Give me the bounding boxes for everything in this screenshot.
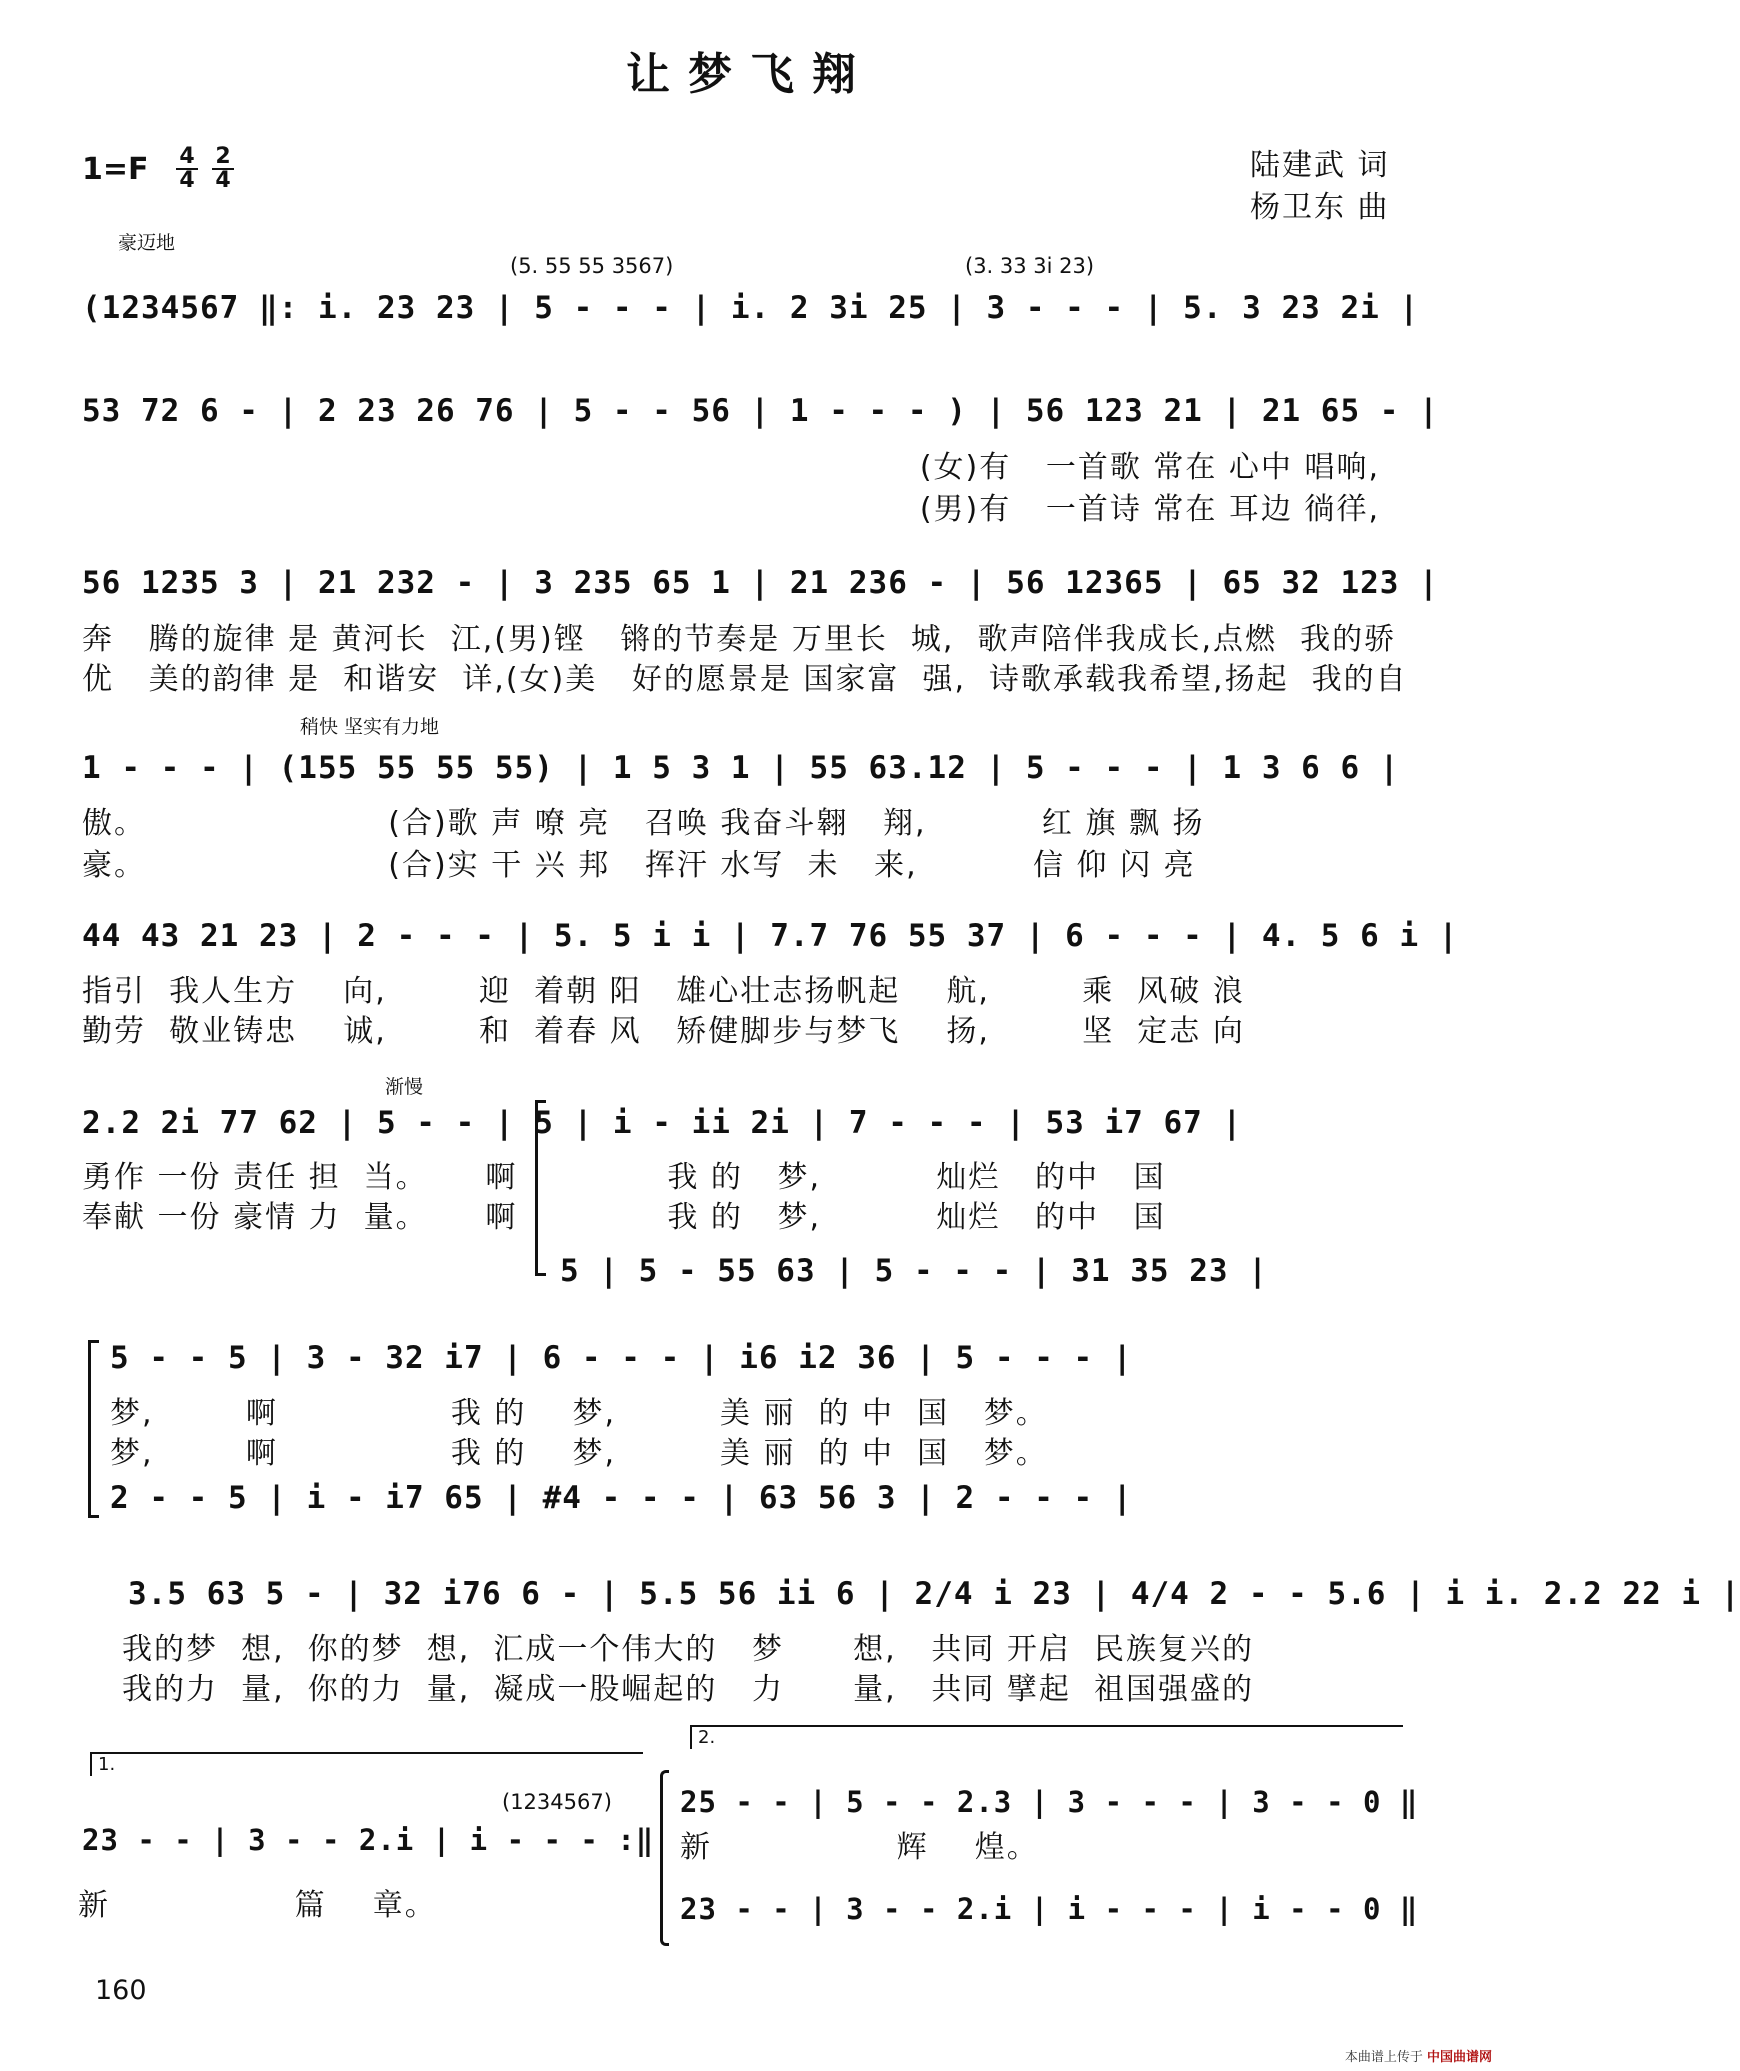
part-bracket-3 <box>660 1770 669 1946</box>
lyric-first-ending: 新 篇 章。 <box>78 1888 437 1923</box>
time-signature-2-4: 2 4 <box>212 146 234 192</box>
cue-notes-1: (5. 55 55 3567) <box>510 254 674 278</box>
site-watermark: 本曲谱上传于 中国曲谱网 <box>1344 2050 1492 2065</box>
composer-credit: 杨卫东 曲 <box>1250 190 1390 225</box>
music-line-second-ending-bottom: 23 - - | 3 - - 2.i | i - - - | i - - 0 ‖ <box>680 1892 1419 1926</box>
song-title: 让梦飞翔 <box>626 49 874 100</box>
lyricist-credit: 陆建武 词 <box>1250 148 1390 183</box>
music-line-second-ending-top: 25 - - | 5 - - 2.3 | 3 - - - | 3 - - 0 ‖ <box>680 1785 1419 1819</box>
tempo-marking-intro: 豪迈地 <box>118 232 176 254</box>
music-line-5: 44 43 21 23 | 2 - - - | 5. 5 i i | 7.7 76 55 37 | 6 - - - | 4. 5 6 i | <box>82 918 1459 954</box>
key-signature: 1=F <box>82 152 149 187</box>
music-line-6-lower-voice: 5 | 5 - 55 63 | 5 - - - | 31 35 23 | <box>560 1253 1268 1289</box>
music-line-first-ending: 23 - - | 3 - - 2.i | i - - - :‖ <box>82 1823 655 1857</box>
page-number: 160 <box>95 1975 147 2006</box>
lyric-verse1-line-2: 奔 腾的旋律 是 黄河长 江,(男)铿 锵的节奏是 万里长 城, 歌声陪伴我成长,点燃 我的骄 <box>82 622 1397 657</box>
lyric-verse1-line-7: 我的梦 想, 你的梦 想, 汇成一个伟大的 梦 想, 共同 开启 民族复兴的 <box>122 1632 1254 1667</box>
music-line-1: (1234567 ‖: i. 23 23 | 5 - - - | i. 2 3i 25 | 3 - - - | 5. 3 23 2i | <box>82 290 1420 326</box>
music-line-3: 56 1235 3 | 21 232 - | 3 235 65 1 | 21 236 - | 56 12365 | 65 32 123 | <box>82 565 1439 601</box>
cue-notes-ending: (1234567) <box>502 1790 612 1814</box>
music-line-7: 5 - - 5 | 3 - 32 i7 | 6 - - - | i6 i2 36 | 5 - - - | <box>110 1340 1133 1376</box>
tempo-marking-faster: 稍快 坚实有力地 <box>300 716 440 738</box>
tempo-marking-slower: 渐慢 <box>385 1076 424 1098</box>
volta-first-ending: 1. <box>90 1752 643 1776</box>
lyric-verse1-line-5: 勇作 一份 责任 担 当。 啊 我 的 梦, 灿烂 的中 国 <box>82 1160 1166 1195</box>
lyric-verse1-line-3: 傲。 (合)歌 声 嘹 亮 召唤 我奋斗翱 翔, 红 旗 飘 扬 <box>82 806 1205 841</box>
music-line-7-lower-voice: 2 - - 5 | i - i7 65 | #4 - - - | 63 56 3 | 2 - - - | <box>110 1480 1133 1516</box>
lyric-verse1-line-1: (女)有 一首歌 常在 心中 唱响, <box>919 450 1380 485</box>
lyric-verse2-line-7: 我的力 量, 你的力 量, 凝成一股崛起的 力 量, 共同 擘起 祖国强盛的 <box>122 1672 1254 1707</box>
music-line-4: 1 - - - | (155 55 55 55) | 1 5 3 1 | 55 63.12 | 5 - - - | 1 3 6 6 | <box>82 750 1400 786</box>
cue-notes-2: (3. 33 3i 23) <box>965 254 1095 278</box>
lyric-verse2-line-4: 勤劳 敬业铸忠 诚, 和 着春 风 矫健脚步与梦飞 扬, 坚 定志 向 <box>82 1014 1245 1049</box>
lyric-verse2-line-5: 奉献 一份 豪情 力 量。 啊 我 的 梦, 灿烂 的中 国 <box>82 1200 1166 1235</box>
lyric-second-ending: 新 辉 煌。 <box>680 1830 1039 1865</box>
lyric-verse2-line-3: 豪。 (合)实 干 兴 邦 挥汗 水写 未 来, 信 仰 闪 亮 <box>82 848 1196 883</box>
music-line-6: 2.2 2i 77 62 | 5 - - | 5 | i - ii 2i | 7 - - - | 53 i7 67 | <box>82 1105 1243 1141</box>
lyric-verse2-line-6: 梦, 啊 我 的 梦, 美 丽 的 中 国 梦。 <box>110 1436 1048 1471</box>
lyric-verse2-line-1: (男)有 一首诗 常在 耳边 徜徉, <box>919 492 1380 527</box>
music-line-8: 3.5 63 5 - | 32 i76 6 - | 5.5 56 ii 6 | 2/4 i 23 | 4/4 2 - - 5.6 | i i. 2.2 22 i | <box>128 1576 1740 1612</box>
lyric-verse1-line-4: 指引 我人生方 向, 迎 着朝 阳 雄心壮志扬帆起 航, 乘 风破 浪 <box>82 974 1245 1009</box>
lyric-verse2-line-2: 优 美的韵律 是 和谐安 详,(女)美 好的愿景是 国家富 强, 诗歌承载我希望,扬起 我的自 <box>82 662 1408 697</box>
part-bracket-2 <box>88 1340 99 1518</box>
volta-second-ending: 2. <box>690 1725 1403 1749</box>
lyric-verse1-line-6: 梦, 啊 我 的 梦, 美 丽 的 中 国 梦。 <box>110 1396 1048 1431</box>
music-line-2: 53 72 6 - | 2 23 26 76 | 5 - - 56 | 1 - - - ) | 56 123 21 | 21 65 - | <box>82 393 1439 429</box>
time-signature-4-4: 4 4 <box>176 146 198 192</box>
